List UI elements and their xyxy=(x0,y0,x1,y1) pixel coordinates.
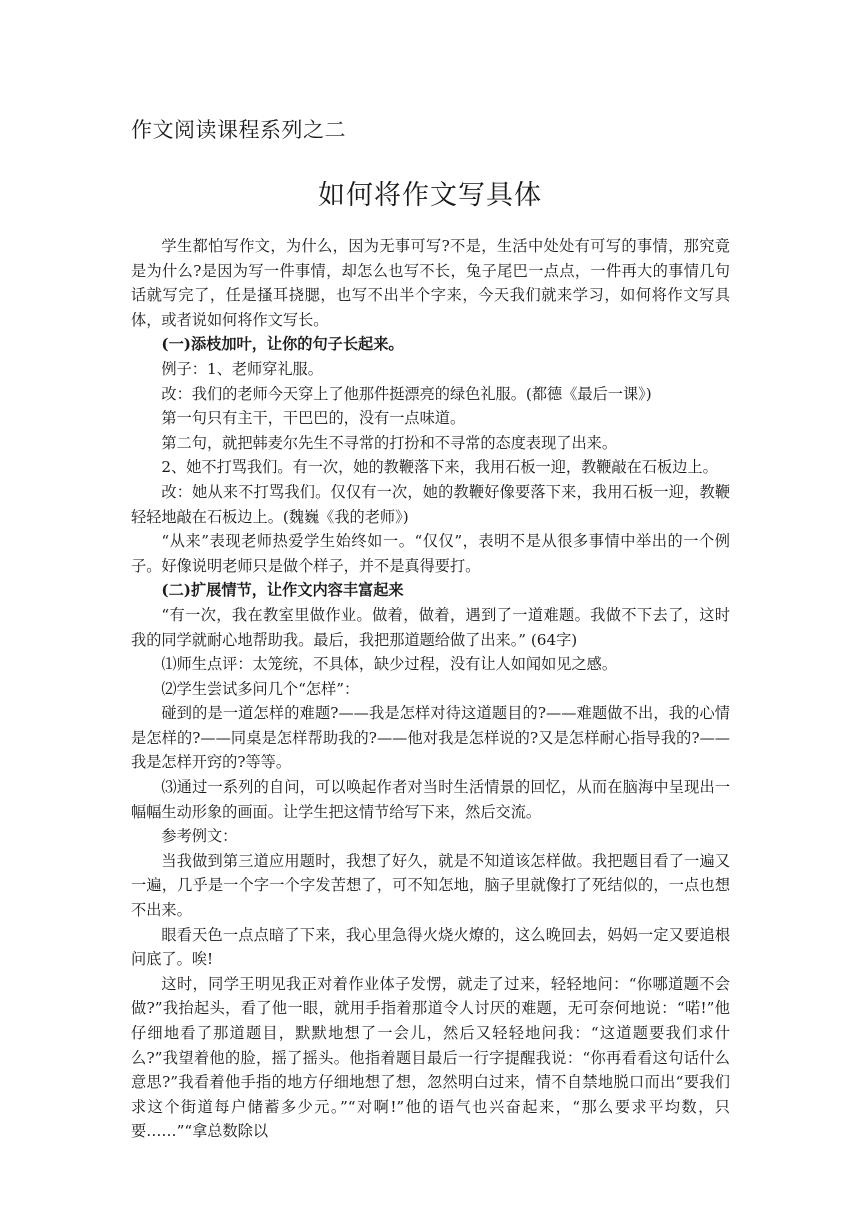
paragraph: 学生都怕写作文，为什么，因为无事可写?不是，生活中处处有可写的事情，那究竟是为什么?是因为写一件事情，却怎么也写不长，兔子尾巴一点点，一件再大的事情几句话就写完了，任是搔耳挠腮，也写不出半个字来，今天我们就来学习，如何将作文写具体，或者说如何将作文写长。 xyxy=(131,237,730,329)
paragraph: 第一句只有主干，干巴巴的，没有一点味道。 xyxy=(161,409,466,428)
paragraph: 第二句，就把韩麦尔先生不寻常的打扮和不寻常的态度表现了出来。 xyxy=(161,433,618,452)
section-heading: (二)扩展情节，让作文内容丰富起来 xyxy=(161,581,404,600)
paragraph: ⑵学生尝试多问几个“怎样”： xyxy=(161,679,360,698)
paragraph: 改：我们的老师今天穿上了他那件挺漂亮的绿色礼服。(都德《最后一课》) xyxy=(161,384,652,403)
paragraph: ⑶通过一系列的自问，可以唤起作者对当时生活情景的回忆，从而在脑海中呈现出一幅幅生动形象的画面。让学生把这情节给写下来，然后交流。 xyxy=(131,778,730,821)
paragraph: “从来”表现老师热爱学生始终如一。“仅仅”，表明不是从很多事情中举出的一个例子。好像说明老师只是做个样子，并不是真得要打。 xyxy=(131,532,730,575)
paragraph: 碰到的是一道怎样的难题?——我是怎样对待这道题目的?——难题做不出，我的心情是怎样的?——同桌是怎样帮助我的?——他对我是怎样说的?又是怎样耐心指导我的?——我是怎样开窍的?等等。 xyxy=(131,704,730,772)
document-body xyxy=(131,234,730,1144)
paragraph: 例子：1、老师穿礼服。 xyxy=(161,359,323,378)
paragraph: 眼看天色一点点暗了下来，我心里急得火烧火燎的，这么晚回去，妈妈一定又要追根问底了。唉! xyxy=(131,925,730,969)
paragraph: 2、她不打骂我们。有一次，她的教鞭落下来，我用石板一迎，教鞭敲在石板边上。 xyxy=(161,458,718,477)
page-title: 如何将作文写具体 xyxy=(318,180,542,211)
paragraph: ⑴师生点评：太笼统，不具体，缺少过程，没有让人如闻如见之感。 xyxy=(161,655,618,674)
paragraph: 当我做到第三道应用题时，我想了好久，就是不知道该怎样做。我把题目看了一遍又一遍，几乎是一个字一个字发苦想了，可不知怎地，脑子里就像打了死结似的，一点也想不出来。 xyxy=(131,851,730,920)
paragraph: “有一次，我在教室里做作业。做着，做着，遇到了一道难题。我做不下去了，这时我的同学就耐心地帮助我。最后，我把那道题给做了出来。” (64字) xyxy=(131,605,730,649)
paragraph: 参考例文： xyxy=(161,827,238,846)
paragraph: 这时，同学王明见我正对着作业体子发愣，就走了过来，轻轻地问：“你哪道题不会做?”我抬起头，看了他一眼，就用手指着那道令人讨厌的难题，无可奈何地说：“喏!”他仔细地看了那道题目，默默地想了一会儿，然后又轻轻地问我：“这道题要我们求什么?”我望着他的脸，摇了摇头。他指着题目最后一行字提醒我说：“你再看看这句话什么意思?”我看着他手指的地方仔细地想了想，忽然明白过来，情不自禁地脱口而出“要我们求这个街道每户储蓄多少元。”“对啊!”他的语气也兴奋起来，“那么要求平均数，只要……”“拿总数除以 xyxy=(131,974,730,1141)
paragraph: 改：她从来不打骂我们。仅仅有一次，她的教鞭好像要落下来，我用石板一迎，教鞭轻轻地敲在石板边上。(魏巍《我的老师》) xyxy=(131,482,730,526)
section-heading: (一)添枝加叶，让你的句子长起来。 xyxy=(161,335,404,354)
series-title: 作文阅读课程系列之二 xyxy=(131,118,346,142)
